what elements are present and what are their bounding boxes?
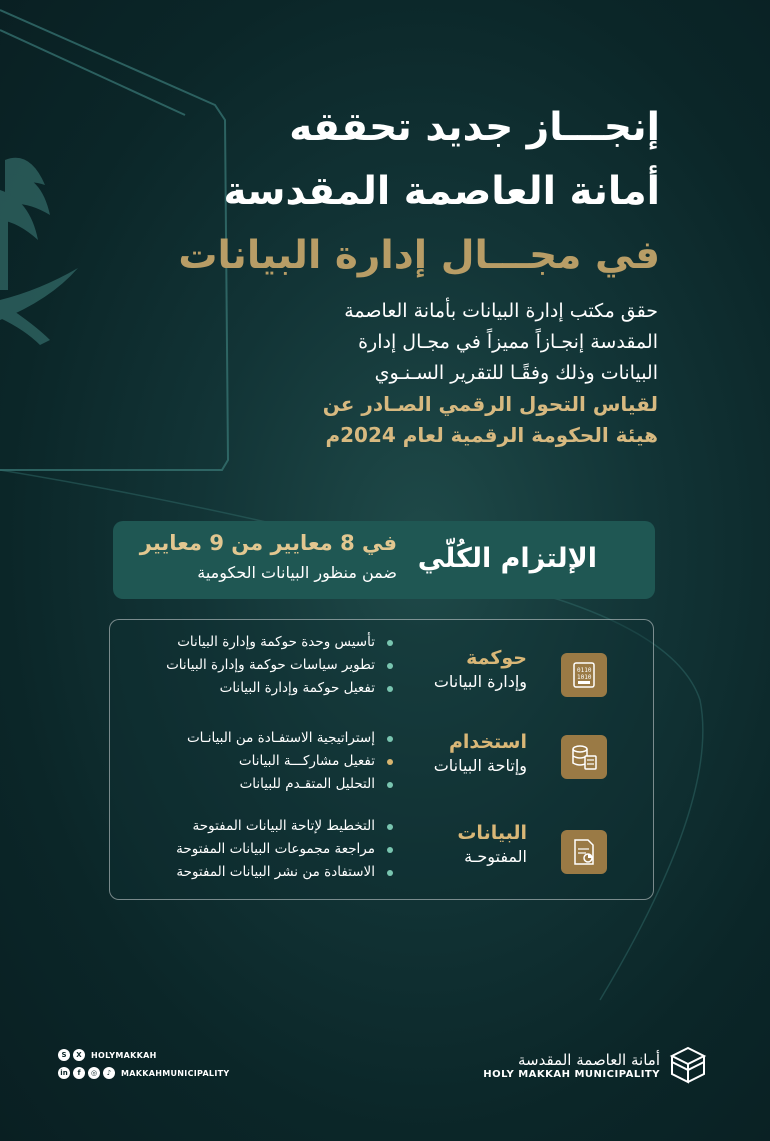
database-document-icon xyxy=(569,742,599,772)
bullet-list xyxy=(123,631,393,700)
municipality-logo xyxy=(483,1045,708,1085)
list-item: تفعيل حوكمة وإدارة البيانات xyxy=(123,677,393,700)
bullet-list xyxy=(123,727,393,796)
category-open-data xyxy=(457,821,527,869)
logo-arabic-name: أمانة العاصمة المقدسة xyxy=(517,1050,660,1069)
intro-line-5: هيئة الحكومة الرقمية لعام 2024م xyxy=(325,423,658,447)
headline xyxy=(140,96,660,288)
commitment-sub: ضمن منظور البيانات الحكومية xyxy=(197,563,397,582)
category-icon-box xyxy=(561,653,607,697)
category-title: حوكمة xyxy=(466,647,527,669)
list-item: تأسيس وحدة حوكمة وإدارة البيانات xyxy=(123,631,393,654)
handle-makkahmunicipality[interactable]: MAKKAHMUNICIPALITY xyxy=(121,1068,230,1078)
linkedin-icon[interactable]: in xyxy=(58,1067,70,1079)
facebook-icon[interactable]: f xyxy=(73,1067,85,1079)
category-usage xyxy=(434,730,527,778)
intro-line-3: البيانات وذلك وفقًـا للتقرير السـنـوي xyxy=(374,362,658,384)
intro-line-4: لقياس التحول الرقمي الصـادر عن xyxy=(322,392,658,416)
list-item: تفعيل مشاركـــة البيانات xyxy=(123,750,393,773)
social-handles xyxy=(58,1046,229,1082)
open-data-icon xyxy=(569,837,599,867)
bullet-list xyxy=(123,815,393,884)
list-item: تطوير سياسات حوكمة وإدارة البيانات xyxy=(123,654,393,677)
category-title: استخدام xyxy=(448,731,527,753)
x-icon[interactable]: X xyxy=(73,1049,85,1061)
handle-holymakkah[interactable]: HOLYMAKKAH xyxy=(91,1050,157,1060)
intro-line-1: حقق مكتب إدارة البيانات بأمانة العاصمة xyxy=(344,300,658,322)
category-governance xyxy=(434,646,527,694)
intro-paragraph xyxy=(218,296,658,451)
category-subtitle: المفتوحـة xyxy=(464,847,527,866)
commitment-title: الإلتزام الكُلّي xyxy=(417,543,597,574)
list-item: إستراتيجية الاستفـادة من البيانـات xyxy=(123,727,393,750)
logo-english-name: HOLY MAKKAH MUNICIPALITY xyxy=(483,1068,660,1080)
headline-line-2: أمانة العاصمة المقدسة xyxy=(223,169,660,214)
categories-panel xyxy=(109,619,654,900)
svg-text:1010: 1010 xyxy=(577,674,592,681)
headline-line-3: في مجـــال إدارة البيانات xyxy=(178,233,660,278)
svg-text:0110: 0110 xyxy=(577,667,592,674)
code-file-icon xyxy=(569,660,599,690)
commitment-banner xyxy=(113,521,655,599)
instagram-icon[interactable]: ◎ xyxy=(88,1067,100,1079)
list-item: الاستفادة من نشر البيانات المفتوحة xyxy=(123,861,393,884)
category-icon-box xyxy=(561,830,607,874)
category-subtitle: وإدارة البيانات xyxy=(433,672,527,691)
category-title: البيانات xyxy=(457,822,527,844)
list-item: التحليل المتقـدم للبيانات xyxy=(123,773,393,796)
palm-emblem-icon xyxy=(0,158,78,345)
list-item: التخطيط لإتاحة البيانات المفتوحة xyxy=(123,815,393,838)
tiktok-icon[interactable]: ♪ xyxy=(103,1067,115,1079)
headline-line-1: إنجـــاز جديد تحققه xyxy=(289,105,660,150)
kaaba-emblem-icon xyxy=(668,1045,708,1085)
commitment-main: في 8 معايير من 9 معايير xyxy=(139,531,397,555)
category-subtitle: وإتاحة البيانات xyxy=(433,756,527,775)
list-item: مراجعة مجموعات البيانات المفتوحة xyxy=(123,838,393,861)
snapchat-icon[interactable]: S xyxy=(58,1049,70,1061)
intro-line-2: المقدسة إنجـازاً مميزاً في مجـال إدارة xyxy=(358,331,658,353)
category-icon-box xyxy=(561,735,607,779)
